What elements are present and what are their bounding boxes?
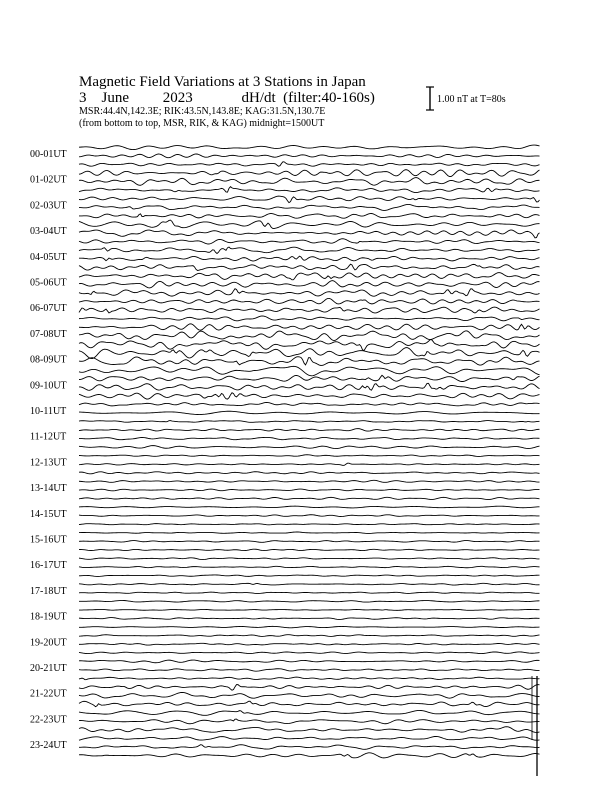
trace-rik xyxy=(79,154,540,158)
trace-kag xyxy=(79,145,540,150)
trace-rik xyxy=(79,383,540,390)
trace-kag xyxy=(79,247,540,254)
trace-rik xyxy=(79,692,540,698)
date-year: 2023 xyxy=(162,90,193,106)
trace-msr xyxy=(79,289,540,296)
trace-msr xyxy=(79,421,540,423)
trace-rik xyxy=(79,437,540,439)
trace-msr xyxy=(79,316,540,321)
trace-kag xyxy=(79,710,540,715)
trace-kag xyxy=(79,609,540,610)
trace-msr xyxy=(79,187,540,193)
trace-msr xyxy=(79,393,540,399)
trace-msr xyxy=(79,652,540,654)
trace-rik xyxy=(79,281,540,288)
trace-msr xyxy=(79,162,540,167)
trace-msr xyxy=(79,472,540,474)
order-line: (from bottom to top, MSR, RIK, & KAG) midnight=1500UT xyxy=(79,118,325,129)
row-label: 16-17UT xyxy=(30,560,67,572)
trace-rik xyxy=(79,515,540,517)
quantity-label: dH/dt (filter:40-160s) xyxy=(241,90,375,106)
trace-kag xyxy=(79,660,540,663)
trace-msr xyxy=(79,626,540,627)
date-month: June xyxy=(101,90,129,106)
row-label: 15-16UT xyxy=(30,534,67,546)
row-label: 11-12UT xyxy=(30,431,67,443)
row-label: 21-22UT xyxy=(30,688,67,700)
trace-kag xyxy=(79,685,540,691)
trace-kag xyxy=(79,298,540,304)
trace-msr xyxy=(79,497,540,499)
row-label: 22-23UT xyxy=(30,714,67,726)
trace-msr xyxy=(79,524,540,525)
trace-kag xyxy=(79,375,540,381)
trace-msr xyxy=(79,264,540,270)
scale-label: 1.00 nT at T=80s xyxy=(437,94,506,105)
row-label: 01-02UT xyxy=(30,174,67,186)
trace-kag xyxy=(79,170,540,177)
trace-rik xyxy=(79,204,540,210)
row-label: 14-15UT xyxy=(30,508,67,520)
trace-rik xyxy=(79,230,540,238)
row-label: 04-05UT xyxy=(30,251,67,263)
row-label: 23-24UT xyxy=(30,740,67,752)
trace-kag xyxy=(79,506,540,508)
trace-rik xyxy=(79,669,540,671)
trace-rik xyxy=(79,566,540,567)
trace-kag xyxy=(79,348,540,359)
trace-msr xyxy=(79,239,540,244)
trace-kag xyxy=(79,635,540,637)
row-label: 00-01UT xyxy=(30,149,67,160)
trace-rik xyxy=(79,411,540,414)
trace-rik xyxy=(79,331,540,341)
chart-title: Magnetic Field Variations at 3 Stations in Japan xyxy=(79,74,366,90)
trace-msr xyxy=(79,575,540,576)
trace-kag xyxy=(79,324,540,330)
trace-kag xyxy=(79,736,540,740)
trace-kag xyxy=(79,273,540,280)
trace-msr xyxy=(79,701,540,707)
trace-kag xyxy=(79,480,540,482)
row-label: 07-08UT xyxy=(30,328,67,340)
row-label: 10-11UT xyxy=(30,406,67,417)
trace-msr xyxy=(79,727,540,733)
trace-msr xyxy=(79,549,540,550)
trace-msr xyxy=(79,600,540,602)
trace-rik xyxy=(79,489,540,491)
trace-kag xyxy=(79,220,540,228)
trace-rik xyxy=(79,618,540,620)
trace-msr xyxy=(79,213,540,218)
trace-kag xyxy=(79,532,540,533)
trace-kag xyxy=(79,402,540,405)
trace-msr xyxy=(79,446,540,449)
stations-line: MSR:44.4N,142.3E; RIK:43.5N,143.8E; KAG:31.5N,130.7E xyxy=(79,106,326,117)
trace-rik xyxy=(79,307,540,313)
trace-msr xyxy=(79,366,540,375)
trace-kag xyxy=(79,455,540,457)
trace-kag xyxy=(79,196,540,203)
row-label: 18-19UT xyxy=(30,611,67,623)
trace-rik xyxy=(79,178,540,186)
trace-kag xyxy=(79,429,540,432)
row-label: 13-14UT xyxy=(30,483,67,495)
row-label: 09-10UT xyxy=(30,380,67,392)
trace-rik xyxy=(79,592,540,593)
trace-msr xyxy=(79,753,540,758)
row-label: 19-20UT xyxy=(30,637,67,649)
row-label: 06-07UT xyxy=(30,303,67,315)
row-label: 08-09UT xyxy=(30,354,67,366)
row-label: 20-21UT xyxy=(30,663,67,674)
trace-rik xyxy=(79,463,540,465)
trace-rik xyxy=(79,357,540,366)
row-label: 03-04UT xyxy=(30,226,67,238)
trace-rik xyxy=(79,643,540,645)
date-day: 3 xyxy=(79,90,87,106)
row-label: 12-13UT xyxy=(30,457,67,469)
trace-kag xyxy=(79,558,540,560)
trace-rik xyxy=(79,745,540,750)
row-label: 05-06UT xyxy=(30,277,67,289)
trace-rik xyxy=(79,719,540,724)
trace-kag xyxy=(79,583,540,585)
row-label: 02-03UT xyxy=(30,200,67,212)
trace-msr xyxy=(79,677,540,680)
trace-rik xyxy=(79,256,540,261)
row-label: 17-18UT xyxy=(30,585,67,597)
trace-rik xyxy=(79,541,540,543)
